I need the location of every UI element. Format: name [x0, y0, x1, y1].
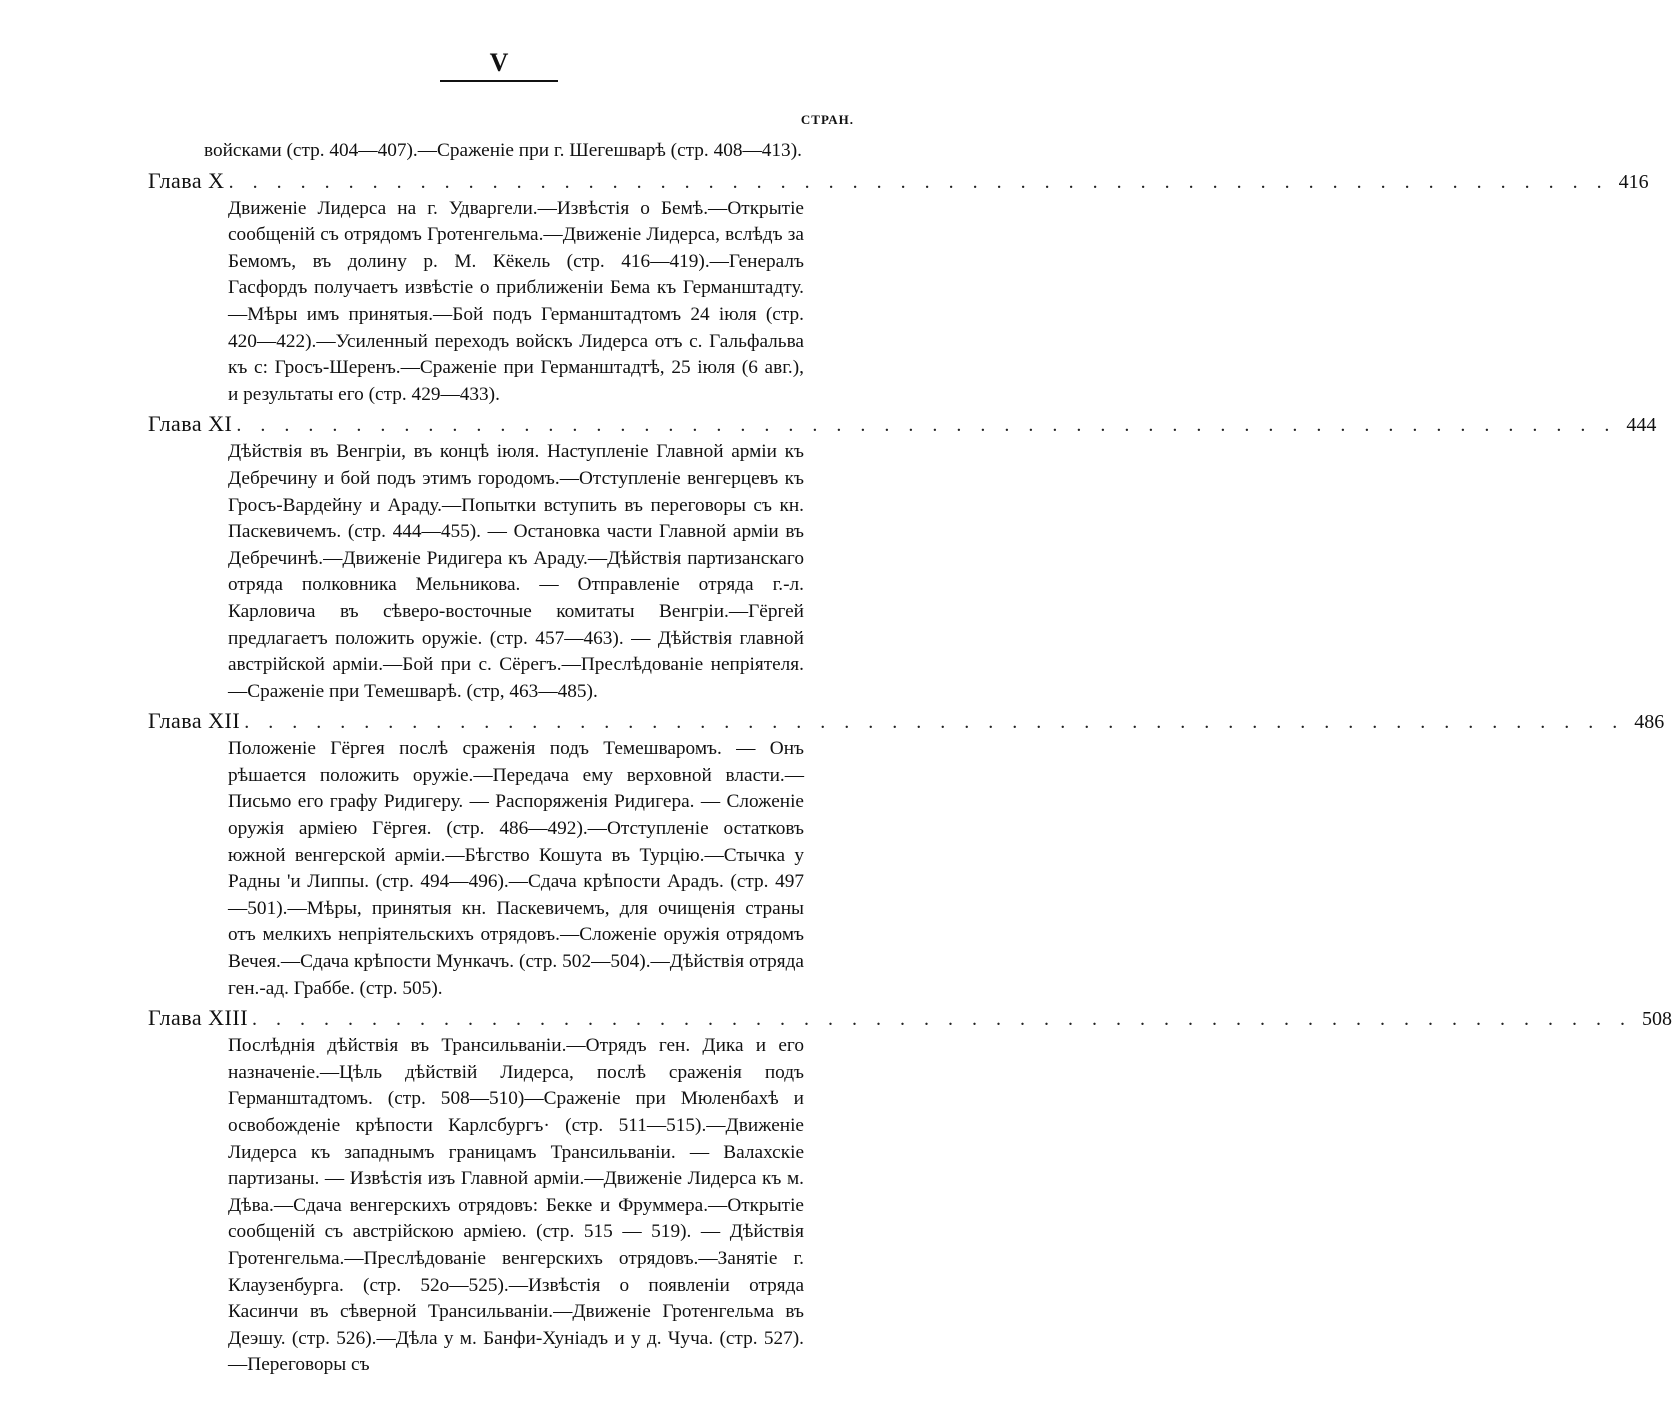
chapter-11	[148, 408, 1657, 705]
chapter-12-numeral: XII	[208, 708, 241, 734]
dot-leader: . . . . . . . . . . . . . . . . . . . . . . . . . . . . . . . . . . . . . . . . . . . . . . . . . . . . . . . . . .	[252, 1008, 1633, 1031]
chapter-13-summary: Послѣднія дѣйствія въ Трансильваніи.—Отрядъ ген. Дика и его назначеніе.—Цѣль дѣйствій Лидерса, послѣ сраженія подъ Германштадтомъ. (стр. 508—510)—Сраженіе при Мюленбахѣ и освобожденіе крѣпости Карлсбургъ· (стр. 511—515).—Движеніе Лидерса къ западнымъ границамъ Трансильваніи. — Валахскіе партизаны. — Извѣстія изъ Главной арміи.—Движеніе Лидерса къ м. Дѣва.—Сдача венгерскихъ отрядовъ: Бекке и Фруммера.—Открытіе сообщеній съ австрійскою арміею. (стр. 515 — 519). — Дѣйствія Гротенгельма.—Преслѣдованіе венгерскихъ отрядовъ.—Занятіе г. Клаузенбурга. (стр. 52о—525).—Извѣстія о появленіи отряда Касинчи въ сѣверной Трансильваніи.—Движеніе Гротенгельма въ Деэшу. (стр. 526).—Дѣла у м. Банфи-Хуніадъ и у д. Чуча. (стр. 527).—Переговоры съ	[228, 1035, 804, 1376]
dot-leader: . . . . . . . . . . . . . . . . . . . . . . . . . . . . . . . . . . . . . . . . . . . . . . . . . . . . . . . . . .	[236, 414, 1617, 437]
dot-leader: . . . . . . . . . . . . . . . . . . . . . . . . . . . . . . . . . . . . . . . . . . . . . . . . . . . . . . . . . .	[228, 170, 1609, 193]
chapter-12-page: 486	[1634, 711, 1665, 734]
page-column-label: СТРАН.	[800, 112, 854, 127]
chapter-11-summary: Дѣйствія въ Венгріи, въ концѣ іюля. Наступленіе Главной арміи къ Дебречину и бой подъ этимъ городомъ.—Отступленіе венгерцевъ къ Гросъ-Вардейну и Араду.—Попытки вступить въ переговоры съ кн. Паскевичемъ. (стр. 444—455). — Остановка части Главной арміи въ Дебречинѣ.—Движеніе Ридигера къ Араду.—Дѣйствія партизанскаго отряда полковника Мельникова. — Отправленіе отряда г.-л. Карловича въ сѣверо-восточные комитаты Венгріи.—Гёргей предлагаетъ положить оружіе. (стр. 457—463). — Дѣйствія главной австрійской арміи.—Бой при с. Сёрегъ.—Преслѣдованіе непріятеля.—Сраженіе при Темешварѣ. (стр, 463—485).	[228, 441, 804, 702]
chapter-12	[148, 705, 1665, 1002]
chapter-13-label: Глава	[148, 1005, 203, 1031]
dot-leader: . . . . . . . . . . . . . . . . . . . . . . . . . . . . . . . . . . . . . . . . . . . . . . . . . . . . . . . . . .	[244, 711, 1625, 734]
chapter-11-page: 444	[1626, 414, 1657, 437]
chapter-12-heading	[148, 705, 1665, 736]
chapter-13-numeral: XIII	[208, 1005, 249, 1031]
chapter-10-label: Глава	[148, 167, 203, 193]
chapter-10-numeral: X	[208, 167, 225, 193]
page-number: V	[440, 46, 558, 82]
chapter-11-label: Глава	[148, 411, 203, 437]
continuation-text: войсками (стр. 404—407).—Сраженіе при г. Шегешварѣ (стр. 408—413).	[204, 140, 802, 161]
chapter-10-summary: Движеніе Лидерса на г. Удваргели.—Извѣстія о Бемѣ.—Открытіе сообщеній съ отрядомъ Гротенгельма.—Движеніе Лидерса, вслѣдъ за Бемомъ, въ долину р. М. Кёкель (стр. 416—419).—Генералъ Гасфордъ получаетъ извѣстіе о приближеніи Бема къ Германштадту.—Мѣры имъ принятыя.—Бой подъ Германштадтомъ 24 іюля (стр. 420—422).—Усиленный переходъ войскъ Лидерса отъ с. Гальфальва къ с: Гросъ-Шеренъ.—Сраженіе при Германштадтѣ, 25 іюля (6 авг.), и результаты его (стр. 429—433).	[228, 197, 804, 405]
table-of-contents	[148, 138, 1672, 1379]
chapter-10-heading	[148, 165, 1649, 196]
chapter-10-page: 416	[1618, 170, 1649, 193]
chapter-13	[148, 1002, 1672, 1379]
chapter-11-numeral: XI	[208, 411, 233, 437]
chapter-12-summary: Положеніе Гёргея послѣ сраженія подъ Темешваромъ. — Онъ рѣшается положить оружіе.—Передача ему верховной власти.—Письмо его графу Ридигеру. — Распоряженія Ридигера. — Сложеніе оружія арміею Гёргея. (стр. 486—492).—Отступленіе остатковъ южной венгерской арміи.—Бѣгство Кошута въ Турцію.—Стычка у Радны 'и Липпы. (стр. 494—496).—Сдача крѣпости Арадъ. (стр. 497—501).—Мѣры, принятыя кн. Паскевичемъ, для очищенія страны отъ мелкихъ непріятельскихъ отрядовъ.—Сложеніе оружія отрядомъ Вечея.—Сдача крѣпости Мункачъ. (стр. 502—504).—Дѣйствія отряда ген.-ад. Граббе. (стр. 505).	[228, 738, 804, 999]
chapter-12-label: Глава	[148, 708, 203, 734]
chapter-13-heading	[148, 1002, 1672, 1033]
chapter-11-heading	[148, 408, 1657, 439]
chapter-13-page: 508	[1642, 1008, 1672, 1031]
chapter-10	[148, 165, 1649, 409]
